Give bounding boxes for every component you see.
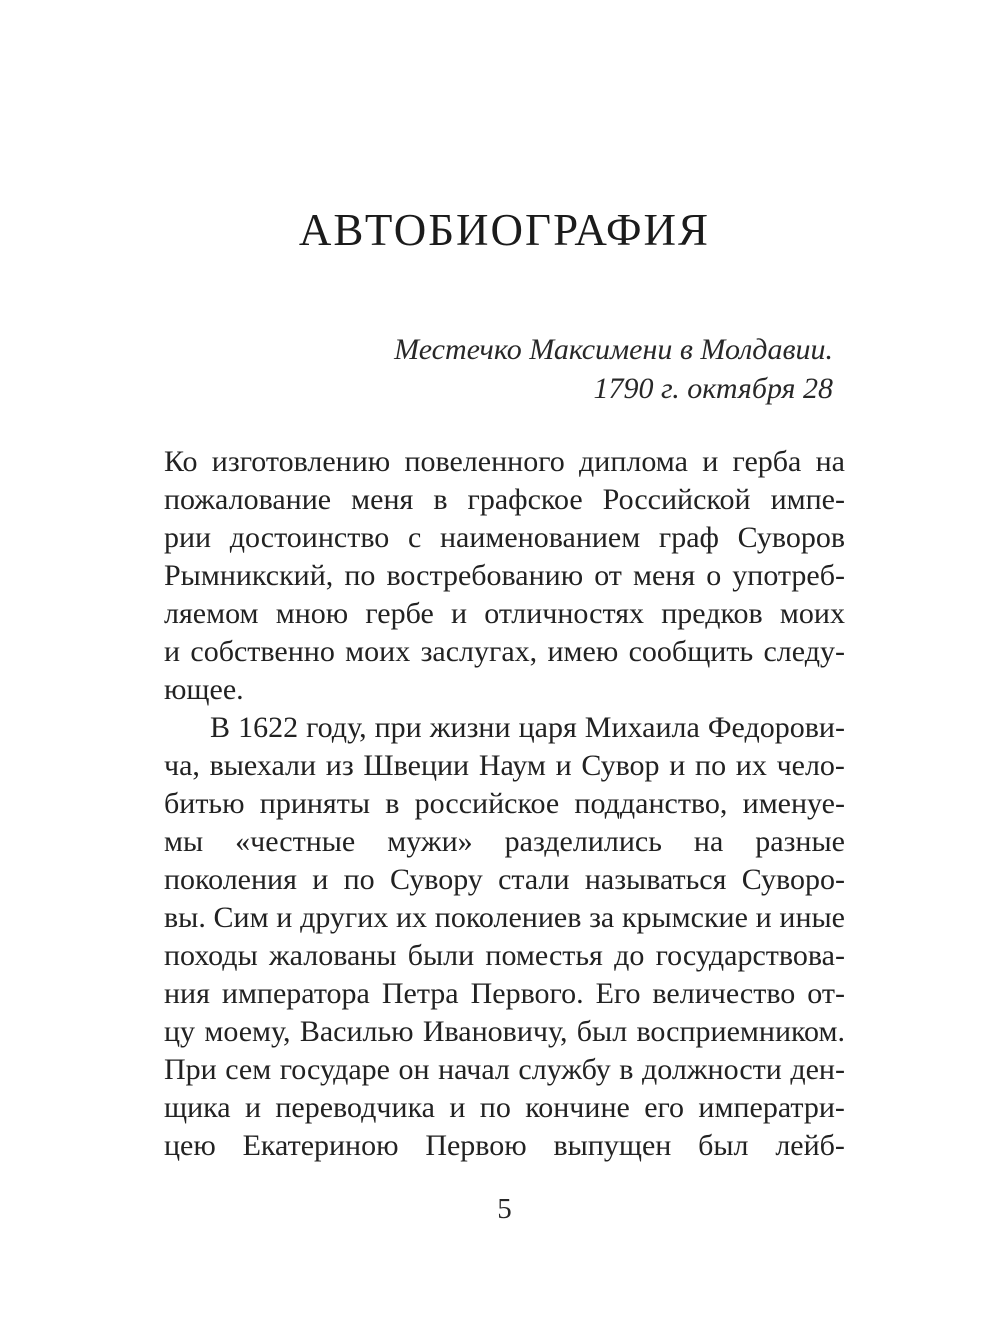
- word: и: [702, 445, 719, 478]
- word: до: [614, 939, 645, 972]
- word: начал: [438, 1053, 510, 1086]
- word: граф: [658, 521, 719, 554]
- word: меня: [351, 483, 414, 516]
- word: был: [698, 1129, 749, 1162]
- word: на: [693, 825, 724, 858]
- word: и: [312, 863, 329, 896]
- word: Василью: [299, 1015, 414, 1048]
- word: были: [407, 939, 475, 972]
- text-line: [164, 633, 845, 671]
- word: о: [706, 559, 722, 592]
- text-line: [164, 975, 845, 1013]
- word: ча,: [164, 749, 200, 782]
- word: графское: [467, 483, 583, 516]
- dateline-place: Местечко Максимени в Молдавии.: [394, 333, 833, 366]
- word: «честные: [235, 825, 356, 858]
- word: мною: [275, 597, 349, 630]
- word: чело-: [776, 749, 845, 782]
- word: по: [344, 559, 376, 592]
- word: Екатериною: [242, 1129, 399, 1162]
- word: импе-: [770, 483, 845, 516]
- word: его: [644, 1091, 685, 1124]
- text-line: [164, 747, 845, 785]
- word: их: [735, 749, 767, 782]
- word: других: [300, 901, 389, 934]
- word: рии: [164, 521, 212, 554]
- text-line: [164, 671, 845, 709]
- word: при: [374, 711, 422, 744]
- text-line: [164, 1051, 845, 1089]
- text-line: [164, 785, 845, 823]
- word: из: [325, 749, 354, 782]
- word: кончине: [525, 1091, 630, 1124]
- page-number: 5: [497, 1193, 512, 1225]
- text-line: [164, 937, 845, 975]
- word: Суворо-: [741, 863, 845, 896]
- word: востребованию: [386, 559, 584, 592]
- text-line: [164, 823, 845, 861]
- word: и: [164, 635, 181, 668]
- word: щика: [164, 1091, 231, 1124]
- word: мужи»: [387, 825, 473, 858]
- word: российское: [414, 787, 560, 820]
- word: диплома: [579, 445, 688, 478]
- word: по: [343, 863, 375, 896]
- word: герба: [732, 445, 802, 478]
- word: наименованием: [439, 521, 641, 554]
- text-line: [164, 1013, 845, 1051]
- word: по: [695, 749, 727, 782]
- word: цею: [164, 1129, 216, 1162]
- word: Наум: [478, 749, 546, 782]
- text-line: [164, 443, 845, 481]
- word: приняты: [259, 787, 370, 820]
- word: Швеции: [363, 749, 470, 782]
- word: моих: [779, 597, 845, 630]
- word: моих: [345, 635, 411, 668]
- word: сем: [225, 1053, 272, 1086]
- word: употреб-: [732, 559, 845, 592]
- word: и: [669, 749, 686, 782]
- word: разные: [755, 825, 845, 858]
- word: 1622: [238, 711, 299, 744]
- word: Сувор: [581, 749, 660, 782]
- word: Федорови-: [707, 711, 845, 744]
- word: В: [210, 711, 231, 744]
- word: Сим: [213, 901, 269, 934]
- word: Первою: [425, 1129, 527, 1162]
- text-line: [164, 899, 845, 937]
- word: в: [433, 483, 448, 516]
- word: ния: [164, 977, 210, 1010]
- word: именуе-: [742, 787, 845, 820]
- word: Первого.: [470, 977, 584, 1010]
- body-text: [164, 443, 845, 1165]
- word: их: [396, 901, 428, 934]
- word: поместья: [485, 939, 603, 972]
- word: выехали: [209, 749, 317, 782]
- paragraph: [164, 443, 845, 709]
- word: поколения: [164, 863, 297, 896]
- text-line: [164, 557, 845, 595]
- word: императора: [221, 977, 370, 1010]
- word: поколениев: [434, 901, 582, 934]
- word: и: [451, 597, 468, 630]
- word: лейб-: [775, 1129, 845, 1162]
- word: и: [555, 749, 572, 782]
- word: и: [449, 1091, 466, 1124]
- word: иные: [779, 901, 845, 934]
- word: При: [164, 1053, 217, 1086]
- word: Суворов: [737, 521, 845, 554]
- text-line: [164, 519, 845, 557]
- word: называться: [584, 863, 727, 896]
- word: отличностях: [484, 597, 645, 630]
- word: величество: [652, 977, 796, 1010]
- word: государствова-: [655, 939, 845, 972]
- word: изготовлению: [211, 445, 391, 478]
- word: службу: [518, 1053, 611, 1086]
- word: стали: [498, 863, 570, 896]
- word: ляемом: [164, 597, 259, 630]
- page-title: АВТОБИОГРАФИЯ: [298, 205, 711, 255]
- word: моему,: [204, 1015, 291, 1048]
- word: достоинство: [229, 521, 390, 554]
- text-line: [164, 595, 845, 633]
- word: следу-: [763, 635, 845, 668]
- word: предков: [661, 597, 763, 630]
- word: вы.: [164, 901, 206, 934]
- word: и: [276, 901, 293, 934]
- word: мы: [164, 825, 204, 858]
- word: на: [815, 445, 845, 478]
- word: и: [244, 1091, 262, 1124]
- word: подданство,: [574, 787, 728, 820]
- word: заслугах,: [420, 635, 538, 668]
- word: восприемником.: [636, 1015, 845, 1048]
- word: Российской: [602, 483, 751, 516]
- word: жалованы: [268, 939, 397, 972]
- word: и: [755, 901, 772, 934]
- word: крымские: [621, 901, 748, 934]
- text-line: [164, 1127, 845, 1165]
- word: императри-: [698, 1091, 845, 1124]
- word: Михаила: [584, 711, 700, 744]
- word: переводчика: [275, 1091, 435, 1124]
- word: от-: [807, 977, 845, 1010]
- word: выпущен: [553, 1129, 672, 1162]
- word: Рымникский,: [164, 559, 334, 592]
- word: Ивановичу,: [422, 1015, 568, 1048]
- word: гербе: [365, 597, 434, 630]
- text-line: [164, 1089, 845, 1127]
- word: за: [589, 901, 615, 934]
- word: ден-: [790, 1053, 845, 1086]
- word: ющее.: [164, 673, 244, 706]
- word: походы: [164, 939, 258, 972]
- word: царя: [518, 711, 577, 744]
- word: пожалование: [164, 483, 332, 516]
- word: жизни: [429, 711, 511, 744]
- text-line: [164, 861, 845, 899]
- word: государе: [279, 1053, 390, 1086]
- word: собственно: [190, 635, 335, 668]
- word: в: [385, 787, 400, 820]
- word: цу: [164, 1015, 196, 1048]
- text-line: [164, 481, 845, 519]
- dateline-date: 1790 г. октября 28: [593, 372, 833, 405]
- word: Сувору: [389, 863, 483, 896]
- word: по: [479, 1091, 511, 1124]
- word: году,: [306, 711, 367, 744]
- word: должности: [641, 1053, 782, 1086]
- dateline: [164, 330, 845, 408]
- word: Ко: [164, 445, 198, 478]
- word: повеленного: [404, 445, 565, 478]
- word: был: [576, 1015, 628, 1048]
- word: имею: [547, 635, 619, 668]
- word: с: [407, 521, 422, 554]
- word: в: [619, 1053, 634, 1086]
- word: Петра: [381, 977, 459, 1010]
- word: меня: [632, 559, 696, 592]
- word: Его: [595, 977, 641, 1010]
- word: разделились: [504, 825, 662, 858]
- word: битью: [164, 787, 245, 820]
- word: сообщить: [628, 635, 754, 668]
- word: от: [594, 559, 622, 592]
- text-line: [164, 709, 845, 747]
- paragraph: [164, 709, 845, 1165]
- word: он: [398, 1053, 430, 1086]
